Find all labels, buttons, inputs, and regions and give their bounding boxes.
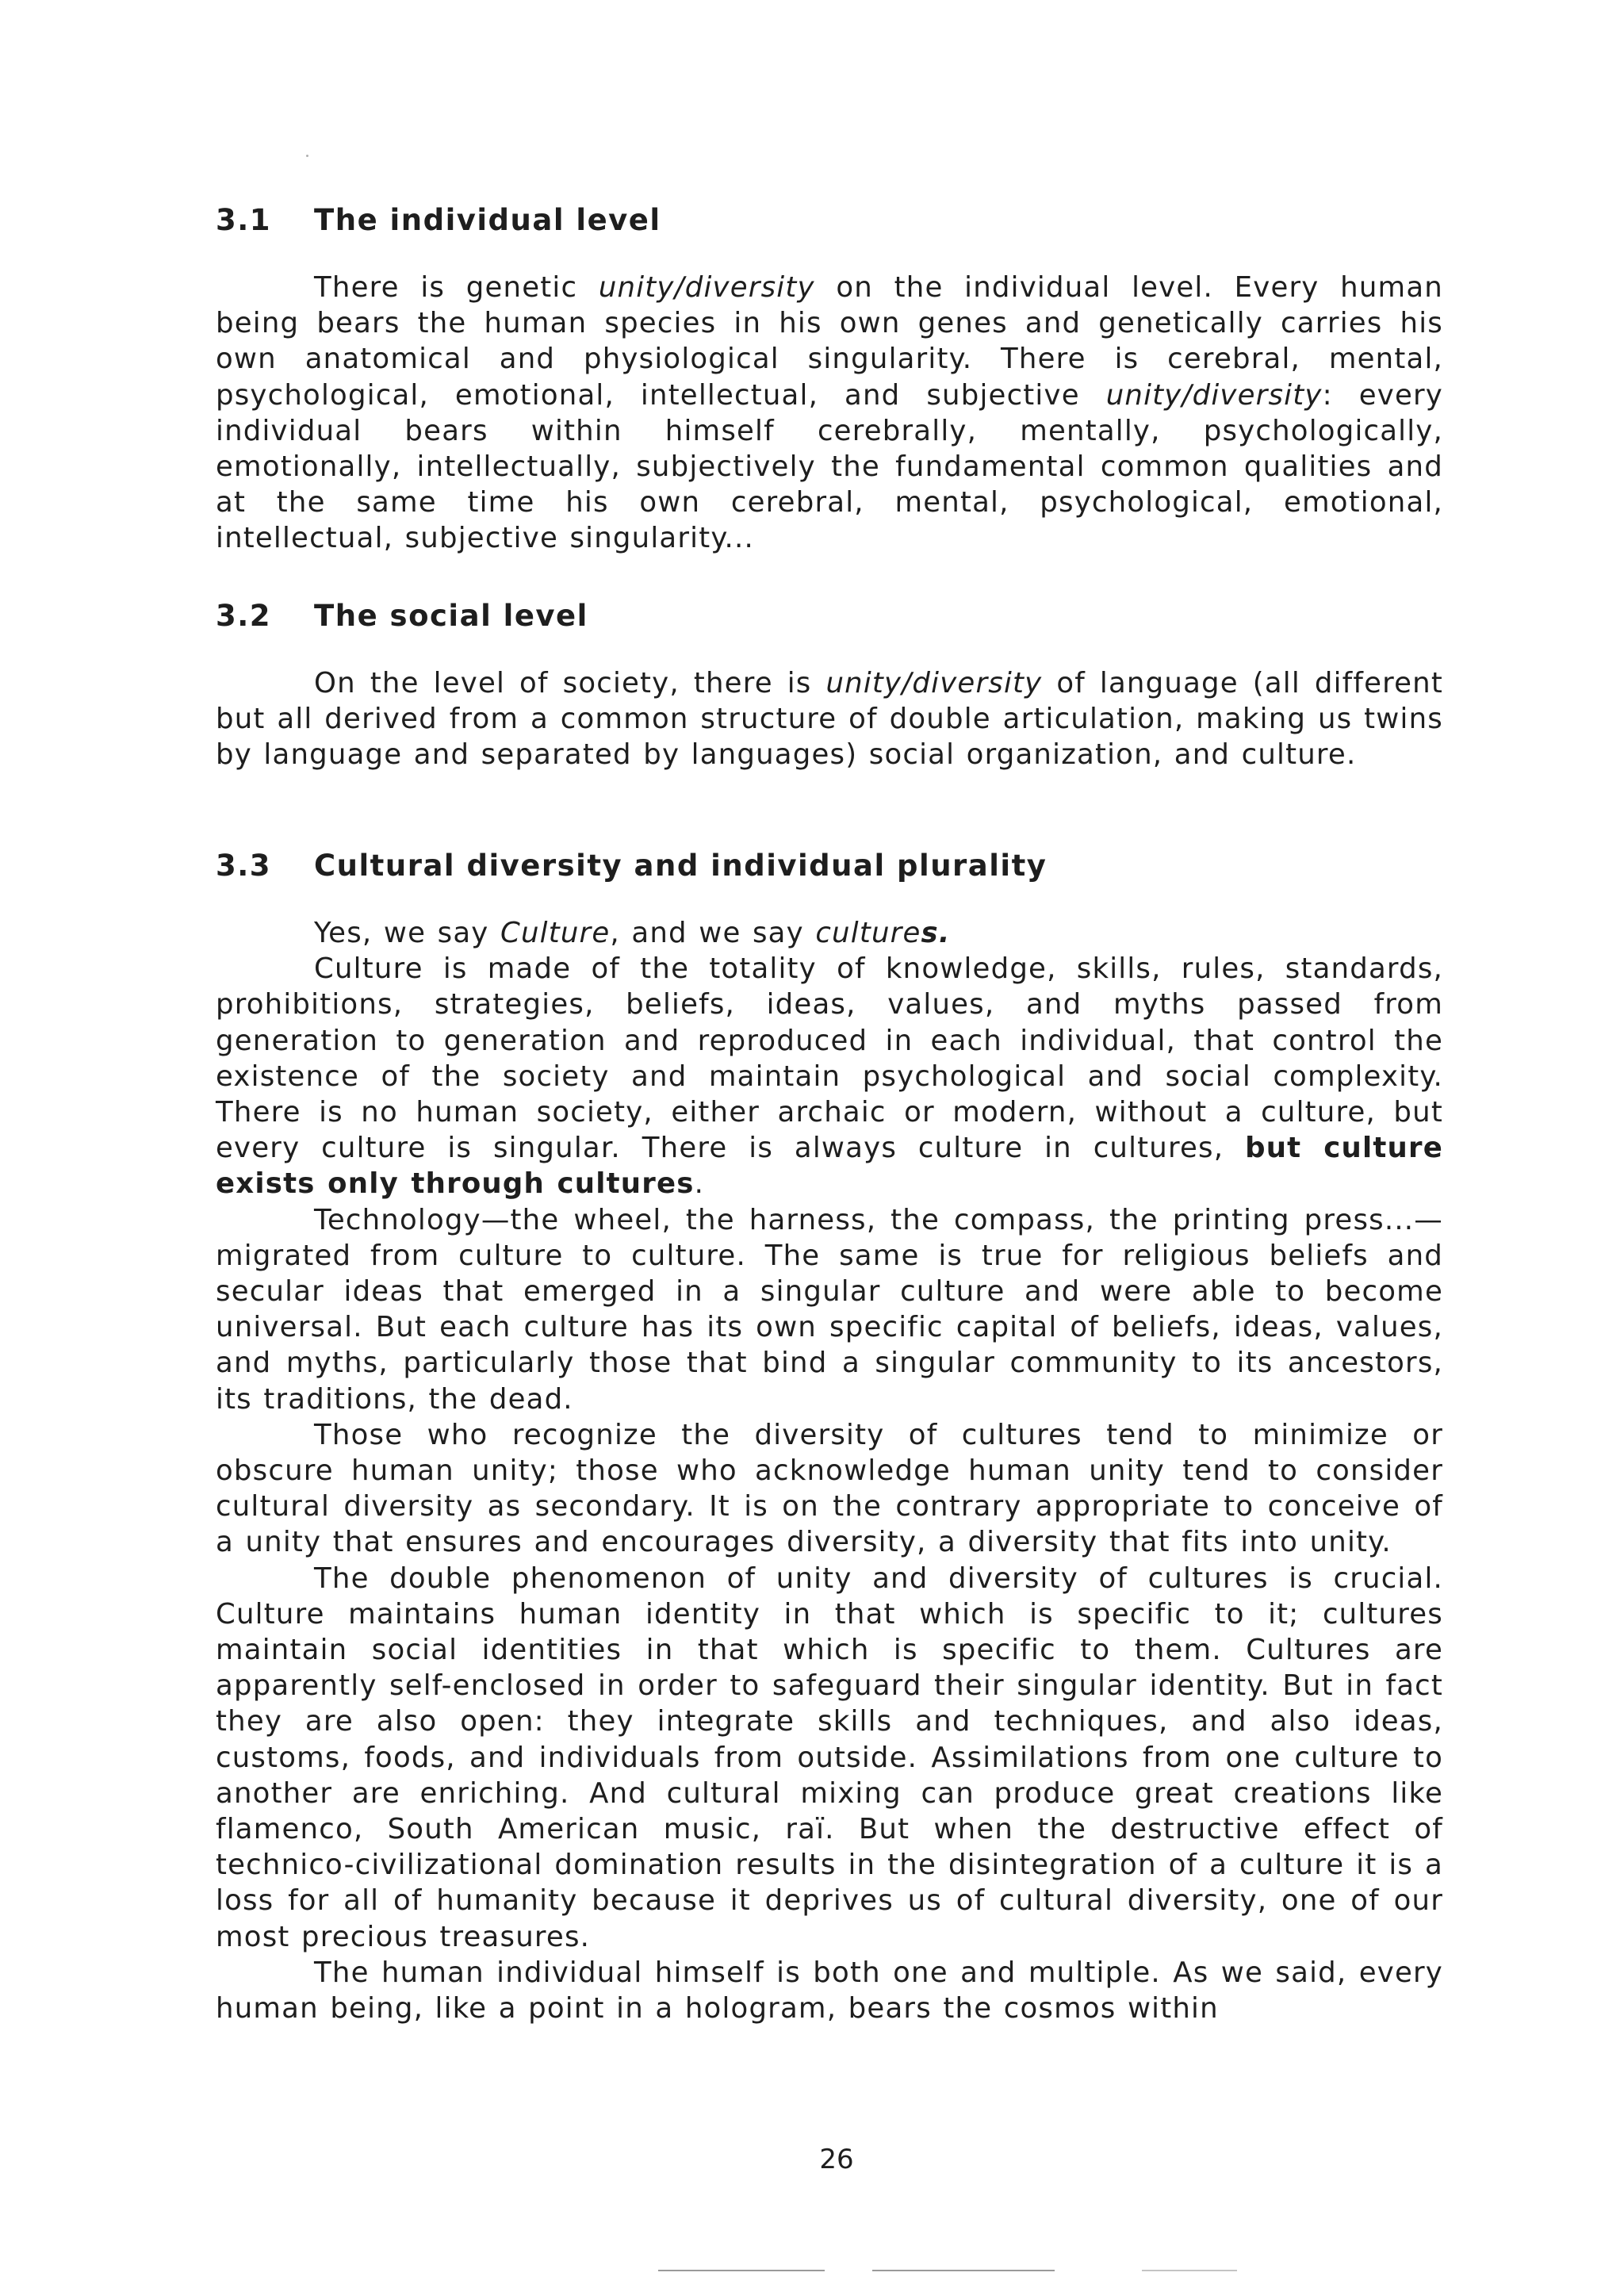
section-number: 3.2 — [216, 599, 272, 633]
section-body — [216, 665, 1443, 773]
scan-artifact-dot — [306, 155, 308, 157]
scan-artifact-line — [872, 2270, 1055, 2271]
paragraph — [216, 1955, 1443, 2026]
text-run: The human individual himself is both one and multiple. As we said, every human being, like a point in a hologram, bears the cosmos within — [216, 1956, 1443, 2025]
scan-artifact-line — [1142, 2270, 1237, 2271]
text-run: Those who recognize the diversity of cultures tend to minimize or obscure human unity; those who acknowledge human unity tend to consider cultural diversity as secondary. It is on the contrary appropriate to conceive of a unity that ensures and encourages diversity, a diversity that fits into unity. — [216, 1418, 1443, 1559]
text-run: on the individual level. Every human being bears the human species in his own genes and genetically carries his own anatomical and physiological singularity. There is cerebral, mental, psychological, emotional, intellectual, and subjective — [216, 271, 1443, 412]
page-number: 26 — [819, 2144, 854, 2175]
section-heading — [216, 849, 1443, 883]
section-title: The social level — [314, 599, 588, 633]
text-run: , and we say — [610, 917, 816, 949]
text-run: s. — [921, 917, 951, 949]
paragraph — [216, 270, 1443, 557]
scan-artifact-line — [658, 2270, 825, 2271]
section-3-2 — [216, 599, 1443, 773]
paragraph — [216, 665, 1443, 773]
text-run: Yes, we say — [314, 917, 500, 949]
text-run: Culture is made of the totality of knowledge, skills, rules, standards, prohibitions, strategies, beliefs, ideas, values, and myths passed from generation to generation and reproduced in each individual, that control the existence of the society and maintain psychological and social complexity. There is no human society, either archaic or modern, without a culture, but every culture is singular. There is always culture in cultures, — [216, 952, 1443, 1165]
section-number: 3.1 — [216, 203, 272, 237]
text-run: : every individual bears within himself cerebrally, mentally, psychologically, emotionally, intellectually, subjectively the fundamental common qualities and at the same time his own cerebral, mental, psychological, emotional, intellectual, subjective singularity... — [216, 378, 1443, 555]
text-run: On the level of society, there is — [314, 667, 826, 699]
section-heading — [216, 203, 1443, 238]
paragraph — [216, 1561, 1443, 1955]
section-title: Cultural diversity and individual plurality — [314, 849, 1048, 883]
section-body — [216, 915, 1443, 2026]
section-3-3 — [216, 849, 1443, 2026]
section-3-1 — [216, 203, 1443, 557]
text-run: unity/diversity — [598, 271, 815, 304]
text-run: but culture exists only through cultures — [216, 1132, 1443, 1201]
paragraph — [216, 1417, 1443, 1561]
text-run: culture — [815, 917, 921, 949]
text-run: Culture — [500, 917, 611, 949]
text-run: unity/diversity — [825, 667, 1043, 699]
text-run: of language (all different but all derived from a common structure of double articulation, making us twins by language and separated by languages) social organization, and culture. — [216, 667, 1443, 772]
text-run: The double phenomenon of unity and diversity of cultures is crucial. Culture maintains human identity in that which is specific to it; cultures maintain social identities in that which is specific to them. Cultures are apparently self-enclosed in order to safeguard their singular identity. But in fact they are also open: they integrate skills and techniques, and also ideas, customs, foods, and individuals from outside. Assimilations from one culture to another are enriching. And cultural mixing can produce great creations like flamenco, South American music, raï. But when the destructive effect of technico-civilizational domination results in the disintegration of a culture it is a loss for all of humanity because it deprives us of cultural diversity, one of our most precious treasures. — [216, 1562, 1443, 1953]
text-run: Technology—the wheel, the harness, the compass, the printing press...—migrated from culture to culture. The same is true for religious beliefs and secular ideas that emerged in a singular culture and were able to become universal. But each culture has its own specific capital of beliefs, ideas, values, and myths, particularly those that bind a singular community to its ancestors, its traditions, the dead. — [216, 1203, 1443, 1416]
text-run: There is genetic — [314, 271, 599, 304]
text-run: . — [694, 1167, 705, 1201]
section-title: The individual level — [314, 203, 661, 237]
section-heading — [216, 599, 1443, 634]
paragraph — [216, 915, 1443, 951]
text-run: unity/diversity — [1105, 378, 1323, 412]
section-body — [216, 270, 1443, 557]
section-number: 3.3 — [216, 849, 272, 883]
paragraph — [216, 1202, 1443, 1417]
paragraph — [216, 951, 1443, 1201]
